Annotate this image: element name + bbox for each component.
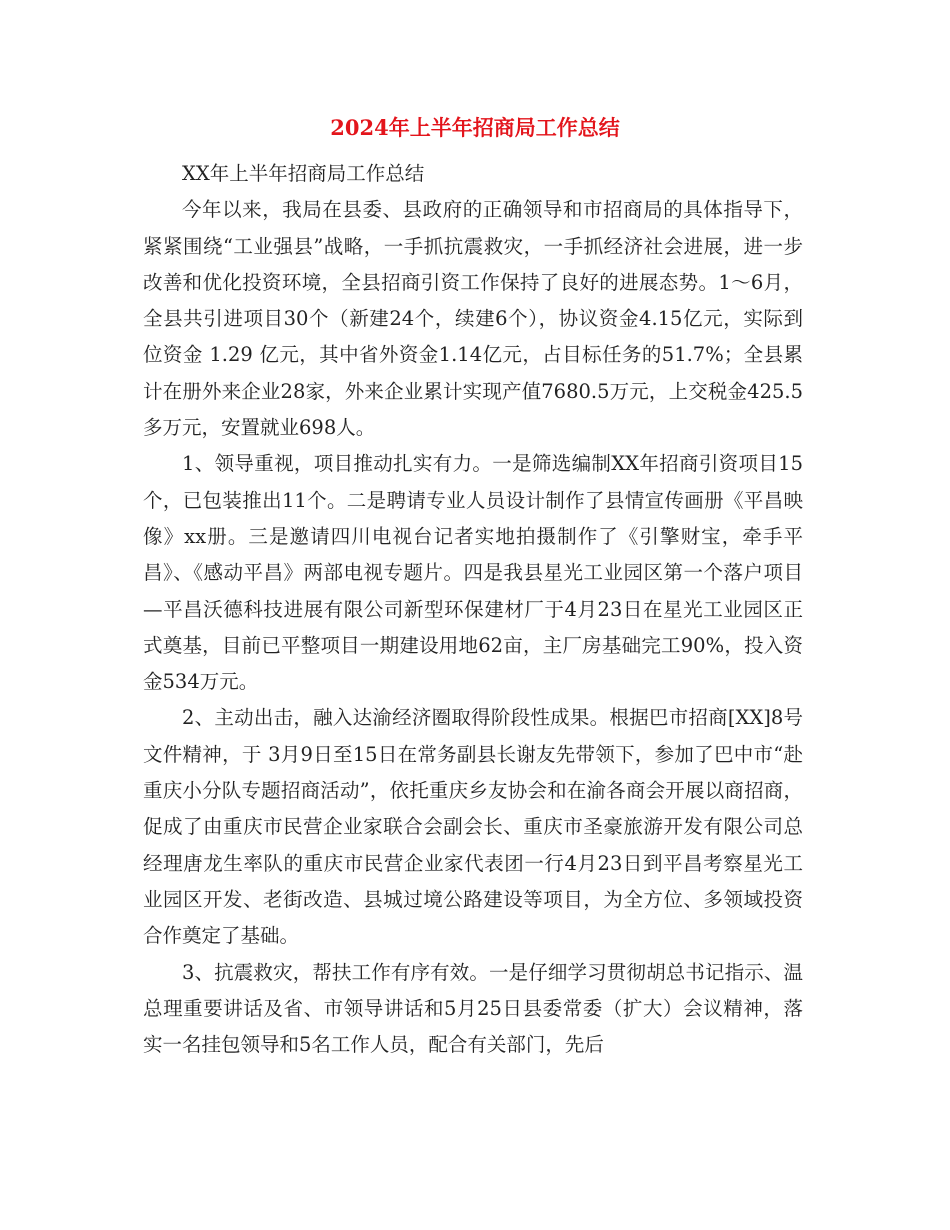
- section-3-paragraph: 3、抗震救灾，帮扶工作有序有效。一是仔细学习贯彻胡总书记指示、温总理重要讲话及省、市领导讲话和5月25日县委常委（扩大）会议精神，落实一名挂包领导和5名工作人员，配合有关部门，先后: [143, 960, 803, 1057]
- subtitle-paragraph: XX年上半年招商局工作总结: [182, 162, 425, 185]
- intro-paragraph: 今年以来，我局在县委、县政府的正确领导和市招商局的具体指导下，紧紧围绕“工业强县”战略，一手抓抗震救灾，一手抓经济社会进展，进一步改善和优化投资环境，全县招商引资工作保持了良好的进展态势。1～6月，全县共引进项目30个（新建24个，续建6个），协议资金4.15亿元，实际到位资金 1.29 亿元，其中省外资金1.14亿元，占目标任务的51.7%；全县累计在册外来企业28家，外来企业累计实现产值7680.5万元，上交税金425.5多万元，安置就业698人。: [143, 198, 803, 440]
- document-title: 2024年上半年招商局工作总结: [330, 115, 620, 140]
- section-2-paragraph: 2、主动出击，融入达渝经济圈取得阶段性成果。根据巴市招商[XX]8号文件精神，于 3月9日至15日在常务副县长谢友先带领下，参加了巴中市“赴重庆小分队专题招商活动”，依托重庆乡友协会和在渝各商会开展以商招商，促成了由重庆市民营企业家联合会副会长、重庆市圣豪旅游开发有限公司总经理唐龙生率队的重庆市民营企业家代表团一行4月23日到平昌考察星光工业园区开发、老街改造、县城过境公路建设等项目，为全方位、多领域投资合作奠定了基础。: [143, 706, 803, 948]
- section-1-paragraph: 1、领导重视，项目推动扎实有力。一是筛选编制XX年招商引资项目15个，已包装推出11个。二是聘请专业人员设计制作了县情宣传画册《平昌映像》xx册。三是邀请四川电视台记者实地拍摄制作了《引擎财宝，牵手平昌》、《感动平昌》两部电视专题片。四是我县星光工业园区第一个落户项目—平昌沃德科技进展有限公司新型环保建材厂于4月23日在星光工业园区正式奠基，目前已平整项目一期建设用地62亩，主厂房基础完工90%，投入资金534万元。: [143, 452, 803, 694]
- document-body: [143, 156, 803, 1063]
